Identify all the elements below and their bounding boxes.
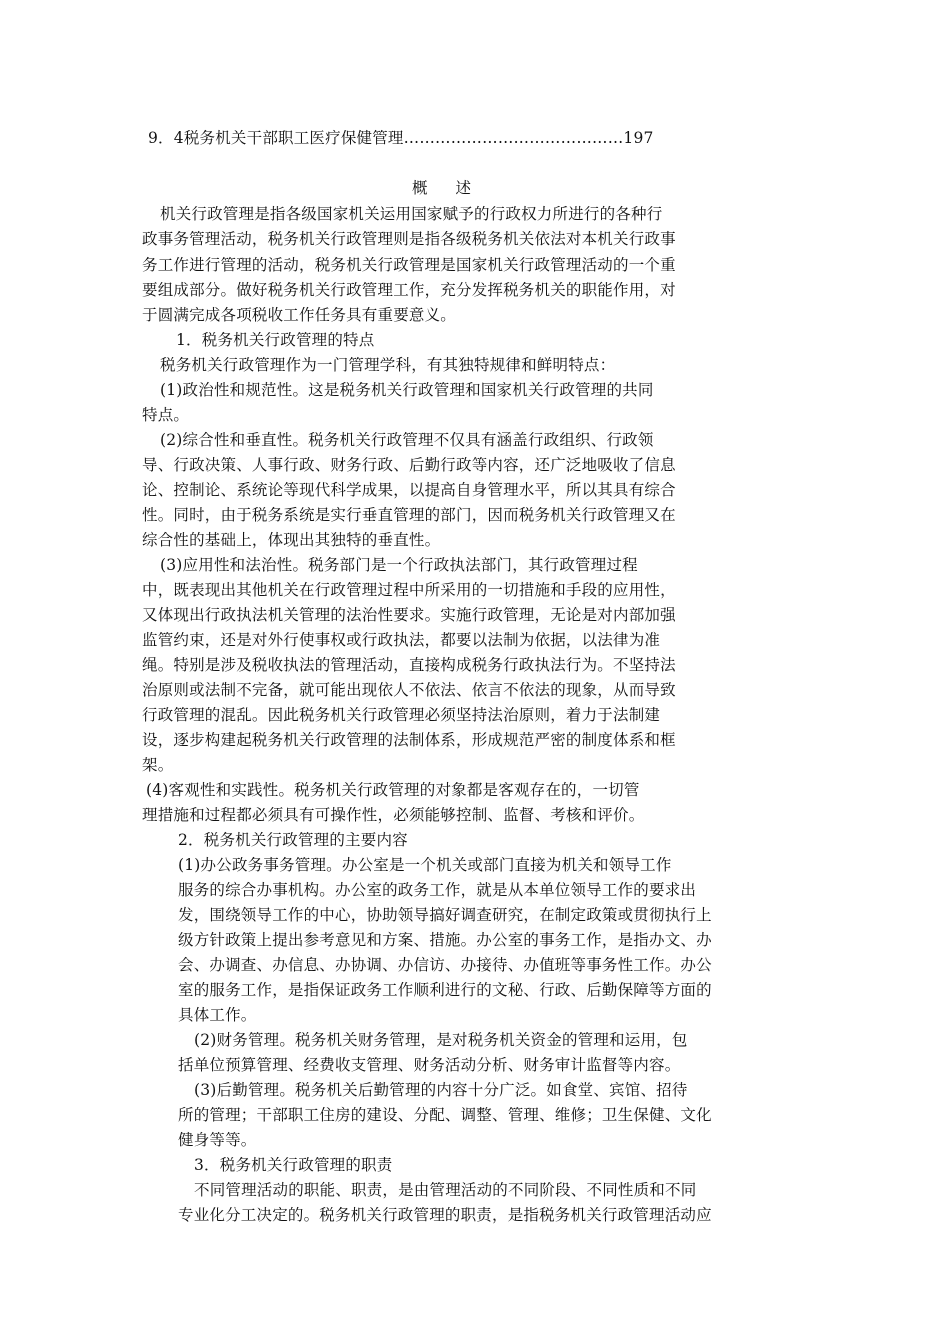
heading-char-2: 述 — [455, 179, 472, 197]
text-line: 特点。 — [142, 406, 190, 424]
text-line: 具体工作。 — [178, 1006, 257, 1024]
heading-char-1: 概 — [412, 179, 428, 197]
text-line: 服务的综合办事机构。办公室的政务工作，就是从本单位领导工作的要求出 — [178, 881, 697, 899]
text-line: 1．税务机关行政管理的特点 — [176, 331, 375, 349]
text-line: (2)综合性和垂直性。税务机关行政管理不仅具有涵盖行政组织、行政领 — [160, 431, 654, 449]
text-line: 架。 — [142, 756, 174, 774]
text-line: (1)政治性和规范性。这是税务机关行政管理和国家机关行政管理的共同 — [160, 381, 654, 399]
text-line: 治原则或法制不完备，就可能出现依人不依法、依言不依法的现象，从而导致 — [142, 681, 676, 699]
text-line: 性。同时，由于税务系统是实行垂直管理的部门，因而税务机关行政管理又在 — [142, 506, 676, 524]
text-line: 导、行政决策、人事行政、财务行政、后勤行政等内容，还广泛地吸收了信息 — [142, 456, 676, 474]
text-line: 括单位预算管理、经费收支管理、财务活动分析、财务审计监督等内容。 — [178, 1056, 681, 1074]
text-line: (1)办公政务事务管理。办公室是一个机关或部门直接为机关和领导工作 — [178, 856, 672, 874]
text-line: (3)后勤管理。税务机关后勤管理的内容十分广泛。如食堂、宾馆、招待 — [194, 1081, 688, 1099]
text-line: 机关行政管理是指各级国家机关运用国家赋予的行政权力所进行的各种行 — [160, 205, 663, 223]
text-line: (2)财务管理。税务机关财务管理，是对税务机关资金的管理和运用，包 — [194, 1031, 688, 1049]
text-line: 综合性的基础上，体现出其独特的垂直性。 — [142, 531, 441, 549]
section-heading — [412, 178, 471, 198]
text-line: 行政管理的混乱。因此税务机关行政管理必须坚持法治原则，着力于法制建 — [142, 706, 661, 724]
text-line: 务工作进行管理的活动，税务机关行政管理是国家机关行政管理活动的一个重 — [142, 256, 676, 274]
text-line: 专业化分工决定的。税务机关行政管理的职责，是指税务机关行政管理活动应 — [178, 1206, 712, 1224]
text-line: 所的管理；干部职工住房的建设、分配、调整、管理、维修；卫生保健、文化 — [178, 1106, 712, 1124]
text-line: 健身等等。 — [178, 1131, 257, 1149]
text-line: (3)应用性和法治性。税务部门是一个行政执法部门，其行政管理过程 — [160, 556, 638, 574]
toc-entry: 9．4税务机关干部职工医疗保健管理……………………………………197 — [148, 129, 654, 147]
text-line: 室的服务工作，是指保证政务工作顺利进行的文秘、行政、后勤保障等方面的 — [178, 981, 712, 999]
text-line: 设，逐步构建起税务机关行政管理的法制体系，形成规范严密的制度体系和框 — [142, 731, 676, 749]
text-line: 绳。特别是涉及税收执法的管理活动，直接构成税务行政执法行为。不坚持法 — [142, 656, 676, 674]
text-line: 政事务管理活动，税务机关行政管理则是指各级税务机关依法对本机关行政事 — [142, 230, 676, 248]
text-line: 3．税务机关行政管理的职责 — [194, 1156, 393, 1174]
text-line: 监管约束，还是对外行使事权或行政执法，都要以法制为依据，以法律为准 — [142, 631, 661, 649]
text-line: (4)客观性和实践性。税务机关行政管理的对象都是客观存在的，一切管 — [146, 781, 640, 799]
text-line: 于圆满完成各项税收工作任务具有重要意义。 — [142, 306, 457, 324]
text-line: 论、控制论、系统论等现代科学成果，以提高自身管理水平，所以其具有综合 — [142, 481, 676, 499]
text-line: 税务机关行政管理作为一门管理学科，有其独特规律和鲜明特点： — [160, 356, 616, 374]
text-line: 中，既表现出其他机关在行政管理过程中所采用的一切措施和手段的应用性， — [142, 581, 676, 599]
text-line: 要组成部分。做好税务机关行政管理工作，充分发挥税务机关的职能作用，对 — [142, 281, 676, 299]
text-line: 2．税务机关行政管理的主要内容 — [178, 831, 408, 849]
text-line: 级方针政策上提出参考意见和方案、措施。办公室的事务工作，是指办文、办 — [178, 931, 712, 949]
text-line: 会、办调查、办信息、办协调、办信访、办接待、办值班等事务性工作。办公 — [178, 956, 712, 974]
text-line: 又体现出行政执法机关管理的法治性要求。实施行政管理，无论是对内部加强 — [142, 606, 676, 624]
text-line: 理措施和过程都必须具有可操作性，必须能够控制、监督、考核和评价。 — [142, 806, 645, 824]
text-line: 发，围绕领导工作的中心，协助领导搞好调查研究，在制定政策或贯彻执行上 — [178, 906, 712, 924]
text-line: 不同管理活动的职能、职责，是由管理活动的不同阶段、不同性质和不同 — [194, 1181, 697, 1199]
